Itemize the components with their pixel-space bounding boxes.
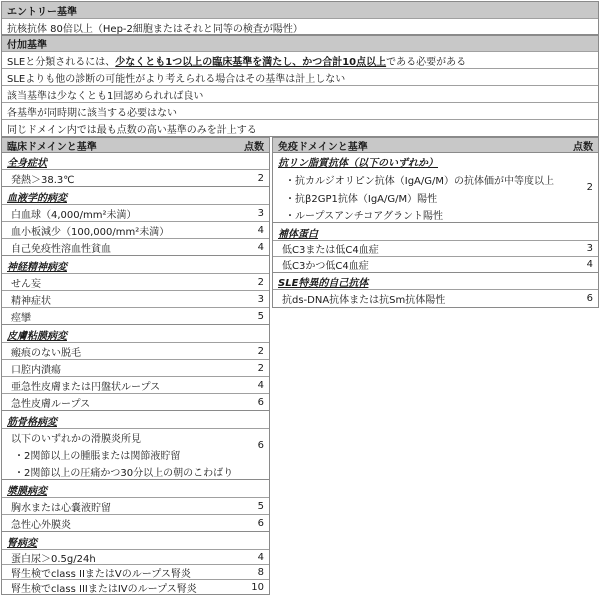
immunology-points-header: 点数 (573, 141, 593, 153)
criterion-row (2, 515, 269, 532)
criterion-points: 3 (257, 207, 264, 219)
criterion-points: 6 (586, 293, 593, 304)
criterion-label: 急性心外膜炎 (11, 519, 71, 531)
additional-criteria-title: 付加基準 (2, 36, 598, 52)
domain-title: 漿膜病変 (2, 481, 269, 498)
criterion-label: 自己免疫性溶血性貧血 (11, 243, 111, 255)
immunology-domain-table (272, 137, 599, 308)
criterion-label: 亜急性皮膚または円盤状ループス (11, 381, 161, 393)
domain-title: 全身症状 (2, 153, 269, 170)
domain-title: 神経精神病変 (2, 257, 269, 274)
criterion-points: 8 (257, 566, 264, 578)
criterion-points: 4 (257, 224, 264, 236)
criterion-row (2, 222, 269, 239)
criterion-points: 6 (257, 396, 264, 408)
criterion-label: せん妄 (11, 278, 41, 290)
domain-title: 皮膚粘膜病変 (2, 326, 269, 343)
criterion-label: 急性皮膚ループス (11, 398, 91, 410)
entry-criteria-box (1, 1, 599, 35)
criterion-label: 口腔内潰瘍 (11, 364, 61, 376)
criterion-row (2, 377, 269, 394)
criterion-row (2, 291, 269, 308)
criterion-sub-item: ・ループスアンチコアグラント陽性 (273, 206, 598, 223)
criterion-label: 腎生検でclass IIIまたはIVのループス腎炎 (11, 583, 197, 594)
criterion-label: 血小板減少（100,000/mm²未満） (11, 226, 170, 238)
criterion-label: 痙攣 (11, 312, 31, 324)
clinical-table-header (2, 138, 269, 153)
entry-criteria-text: 抗核抗体 80倍以上（Hep-2細胞またはそれと同等の検査が陽性） (7, 23, 303, 35)
additional-criteria-line: 該当基準は少なくとも1回認められれば良い (2, 86, 598, 103)
criterion-points: 10 (251, 581, 264, 593)
criterion-points: 4 (257, 551, 264, 563)
criterion-points: 2 (257, 276, 264, 288)
criterion-row (273, 257, 598, 273)
criterion-row (2, 239, 269, 256)
immunology-header-label: 免疫ドメインと基準 (278, 141, 368, 153)
additional-criteria-line: SLEよりも他の診断の可能性がより考えられる場合はその基準は計上しない (2, 69, 598, 86)
criterion-row (2, 343, 269, 360)
criterion-row (273, 241, 598, 257)
criterion-label: 低C3または低C4血症 (282, 245, 379, 256)
criterion-label: 精神症状 (11, 295, 51, 307)
additional-criteria-line (2, 52, 598, 69)
criterion-label: 腎生検でclass IIまたはVのループス腎炎 (11, 568, 191, 580)
entry-criteria-title: エントリー基準 (2, 2, 598, 19)
criterion-label: 胸水または心嚢液貯留 (11, 502, 111, 514)
criterion-label: 蛋白尿＞0.5g/24h (11, 553, 96, 565)
criterion-intro: 以下のいずれかの滑膜炎所見 (11, 434, 141, 445)
criterion-points: 4 (257, 379, 264, 391)
criterion-points: 5 (257, 500, 264, 512)
criterion-label: 発熱＞38.3℃ (11, 174, 75, 186)
clinical-header-label: 臨床ドメインと基準 (7, 141, 97, 153)
additional-line1-emphasis: 少なくとも1つ以上の臨床基準を満たし、かつ合計10点以上 (115, 56, 387, 68)
clinical-points-header: 点数 (244, 141, 264, 153)
criterion-points: 4 (586, 259, 593, 270)
criterion-row (2, 394, 269, 411)
criterion-label: 低C3かつ低C4血症 (282, 261, 369, 272)
additional-criteria-box (1, 35, 599, 137)
criterion-label: 白血球（4,000/mm²未満） (11, 209, 137, 221)
criterion-points: 6 (257, 517, 264, 529)
criterion-row (2, 565, 269, 580)
domain-title: 筋骨格病変 (2, 412, 269, 429)
domain-title: 補体蛋白 (273, 224, 598, 241)
criterion-sub-item: ・抗カルジオリピン抗体（IgA/G/M）の抗体価が中等度以上 (285, 175, 555, 187)
criterion-row (2, 580, 269, 594)
criterion-points: 3 (257, 293, 264, 305)
criterion-row (2, 550, 269, 565)
criterion-points: 2 (257, 362, 264, 374)
immunology-table-header (273, 138, 598, 153)
criterion-row (2, 274, 269, 291)
additional-criteria-line: 同じドメイン内では最も点数の高い基準のみを計上する (7, 125, 257, 136)
criterion-row (2, 498, 269, 515)
criterion-row (2, 170, 269, 187)
additional-criteria-line: 各基準が同時期に該当する必要はない (2, 103, 598, 120)
criterion-row (273, 290, 598, 307)
criterion-points: 2 (257, 172, 264, 184)
domain-title: SLE特異的自己抗体 (273, 274, 598, 290)
criterion-points: 4 (257, 241, 264, 253)
criterion-label: 瘢痕のない脱毛 (11, 347, 81, 359)
criterion-row (2, 205, 269, 222)
clinical-domain-table (1, 137, 270, 595)
criterion-points: 2 (586, 182, 593, 193)
criterion-points: 6 (257, 440, 264, 451)
criterion-points: 5 (257, 310, 264, 322)
domain-title: 抗リン脂質抗体（以下のいずれか） (278, 158, 438, 169)
criterion-points: 2 (257, 345, 264, 357)
domain-title: 腎病変 (2, 533, 269, 550)
criterion-points: 3 (586, 243, 593, 254)
criterion-row (2, 360, 269, 377)
criterion-sub-item: ・2関節以上の圧痛かつ30分以上の朝のこわばり (2, 463, 269, 480)
additional-line1-post: である必要がある (386, 56, 467, 68)
criterion-sub-item: ・2関節以上の腫脹または関節液貯留 (14, 451, 181, 462)
domain-title: 血液学的病変 (2, 188, 269, 205)
additional-line1-pre: SLEと分類されるには、 (7, 56, 116, 68)
criterion-label: 抗ds-DNA抗体または抗Sm抗体陽性 (282, 295, 446, 306)
criterion-sub-item: ・抗β2GP1抗体（IgA/G/M）陽性 (285, 193, 438, 205)
criterion-row (2, 308, 269, 325)
